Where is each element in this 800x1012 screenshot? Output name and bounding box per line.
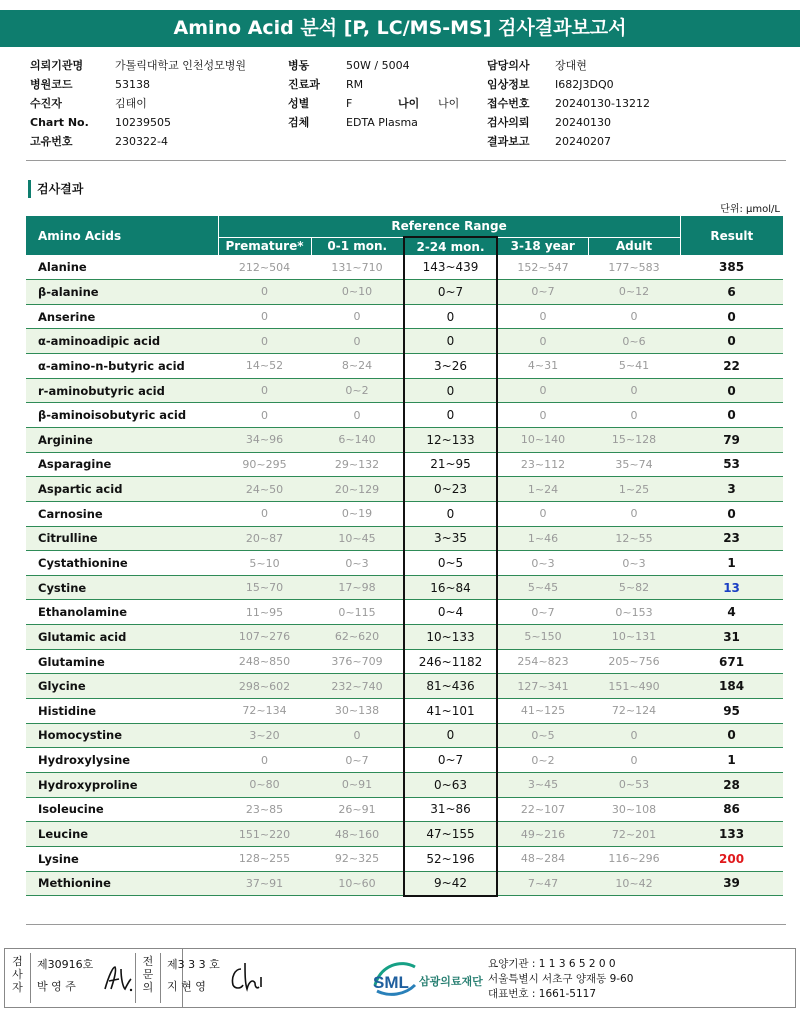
reference-range-cell: 128~255 — [218, 846, 311, 871]
amino-acid-name: Carnosine — [26, 501, 218, 526]
reference-range-cell: 17~98 — [311, 575, 404, 600]
amino-acid-name: Cystine — [26, 575, 218, 600]
reference-range-cell: 0~5 — [404, 551, 497, 576]
reference-range-cell: 151~490 — [588, 674, 680, 699]
reference-range-cell: 232~740 — [311, 674, 404, 699]
reference-range-cell: 30~138 — [311, 699, 404, 724]
reference-range-cell: 0~23 — [404, 477, 497, 502]
value-requesting-institution: 가톨릭대학교 인천성모병원 — [115, 59, 247, 72]
table-row — [26, 871, 783, 896]
reference-range-cell: 0~7 — [404, 280, 497, 305]
header-result: Result — [680, 216, 783, 255]
reference-range-cell: 0 — [218, 280, 311, 305]
reference-range-cell: 0 — [218, 403, 311, 428]
reference-range-cell: 0 — [497, 378, 588, 403]
amino-acid-name: Leucine — [26, 822, 218, 847]
result-value: 4 — [680, 600, 783, 625]
result-value: 3 — [680, 477, 783, 502]
reference-range-cell: 1~25 — [588, 477, 680, 502]
reference-range-cell: 1~46 — [497, 526, 588, 551]
value-ward: 50W / 5004 — [346, 59, 410, 72]
label-clinical-info: 임상정보 — [487, 78, 530, 91]
reference-range-cell: 0 — [404, 378, 497, 403]
label-age: 나이 — [398, 97, 420, 110]
table-row — [26, 723, 783, 748]
reference-range-cell: 246~1182 — [404, 649, 497, 674]
reference-range-cell: 0 — [311, 403, 404, 428]
signature-footer — [4, 948, 796, 1008]
reference-range-cell: 0 — [218, 748, 311, 773]
reference-range-cell: 177~583 — [588, 255, 680, 280]
label-ward: 병동 — [288, 59, 310, 72]
reference-range-cell: 0~10 — [311, 280, 404, 305]
amino-acid-name: Methionine — [26, 871, 218, 896]
amino-acid-name: Histidine — [26, 699, 218, 724]
reference-range-cell: 62~620 — [311, 625, 404, 650]
reference-range-cell: 16~84 — [404, 575, 497, 600]
reference-range-cell: 0~53 — [588, 772, 680, 797]
reference-range-cell: 52~196 — [404, 846, 497, 871]
reference-range-cell: 107~276 — [218, 625, 311, 650]
reference-range-cell: 90~295 — [218, 452, 311, 477]
info-col-3 — [487, 56, 650, 151]
info-col-2 — [288, 56, 459, 132]
result-value: 0 — [680, 403, 783, 428]
reference-range-cell: 29~132 — [311, 452, 404, 477]
reference-range-cell: 0 — [404, 403, 497, 428]
amino-acid-name: Hydroxylysine — [26, 748, 218, 773]
reference-range-cell: 72~124 — [588, 699, 680, 724]
reference-range-cell: 0~7 — [497, 600, 588, 625]
table-row — [26, 378, 783, 403]
reference-range-cell: 0~3 — [588, 551, 680, 576]
reference-range-cell: 41~101 — [404, 699, 497, 724]
label-report-date: 결과보고 — [487, 135, 530, 148]
value-physician: 장대현 — [555, 59, 587, 72]
reference-range-cell: 212~504 — [218, 255, 311, 280]
label-department: 진료과 — [288, 78, 320, 91]
reference-range-cell: 30~108 — [588, 797, 680, 822]
table-row — [26, 674, 783, 699]
reference-range-cell: 151~220 — [218, 822, 311, 847]
result-value: 53 — [680, 452, 783, 477]
label-unique-no: 고유번호 — [30, 135, 73, 148]
divider-bottom — [26, 924, 786, 925]
reference-range-cell: 248~850 — [218, 649, 311, 674]
result-value: 0 — [680, 723, 783, 748]
table-row — [26, 304, 783, 329]
table-row — [26, 600, 783, 625]
reference-range-cell: 152~547 — [497, 255, 588, 280]
reference-range-cell: 3~35 — [404, 526, 497, 551]
reference-range-cell: 14~52 — [218, 354, 311, 379]
reference-range-cell: 0~4 — [404, 600, 497, 625]
table-row — [26, 501, 783, 526]
reference-range-cell: 72~134 — [218, 699, 311, 724]
label-patient: 수진자 — [30, 97, 62, 110]
reference-range-cell: 0 — [311, 329, 404, 354]
reference-range-cell: 143~439 — [404, 255, 497, 280]
institution-address — [488, 957, 633, 1002]
signature-box-specialist — [135, 949, 275, 1007]
table-row — [26, 797, 783, 822]
value-chart-no: 10239505 — [115, 116, 171, 129]
reference-range-cell: 9~42 — [404, 871, 497, 896]
table-row — [26, 255, 783, 280]
reference-range-cell: 116~296 — [588, 846, 680, 871]
reference-range-cell: 41~125 — [497, 699, 588, 724]
label-physician: 담당의사 — [487, 59, 530, 72]
reference-range-cell: 0 — [588, 501, 680, 526]
amino-acid-name: r-aminobutyric acid — [26, 378, 218, 403]
reference-range-cell: 0~7 — [311, 748, 404, 773]
result-value: 23 — [680, 526, 783, 551]
result-value: 86 — [680, 797, 783, 822]
amino-acid-name: Hydroxyproline — [26, 772, 218, 797]
reference-range-cell: 48~284 — [497, 846, 588, 871]
reference-range-cell: 0 — [404, 723, 497, 748]
header-premature: Premature* — [218, 237, 311, 255]
label-request-date: 검사의뢰 — [487, 116, 530, 129]
label-requesting-institution: 의뢰기관명 — [30, 59, 84, 72]
result-value: 0 — [680, 378, 783, 403]
results-body — [26, 255, 783, 896]
reference-range-cell: 0 — [218, 304, 311, 329]
reference-range-cell: 0~91 — [311, 772, 404, 797]
examiner-license: 제30916호 — [37, 958, 94, 971]
amino-acid-name: Cystathionine — [26, 551, 218, 576]
reference-range-cell: 15~70 — [218, 575, 311, 600]
reference-range-cell: 5~10 — [218, 551, 311, 576]
info-col-1 — [30, 56, 246, 151]
specialist-label: 전문의 — [135, 953, 161, 1003]
result-value: 6 — [680, 280, 783, 305]
result-value: 184 — [680, 674, 783, 699]
examiner-label: 검사자 — [5, 953, 31, 1003]
amino-acid-name: Homocystine — [26, 723, 218, 748]
reference-range-cell: 0~7 — [404, 748, 497, 773]
reference-range-cell: 81~436 — [404, 674, 497, 699]
value-sex: F — [346, 97, 353, 110]
header-amino-acids: Amino Acids — [26, 216, 218, 255]
reference-range-cell: 20~87 — [218, 526, 311, 551]
reference-range-cell: 5~41 — [588, 354, 680, 379]
reference-range-cell: 254~823 — [497, 649, 588, 674]
table-row — [26, 452, 783, 477]
reference-range-cell: 23~112 — [497, 452, 588, 477]
institution-phone: 대표번호 : 1661-5117 — [488, 988, 597, 1000]
result-value: 0 — [680, 329, 783, 354]
reference-range-cell: 7~47 — [497, 871, 588, 896]
reference-range-cell: 24~50 — [218, 477, 311, 502]
table-row — [26, 772, 783, 797]
table-row — [26, 699, 783, 724]
table-row — [26, 526, 783, 551]
reference-range-cell: 376~709 — [311, 649, 404, 674]
institution-code: 요양기관 : 1 1 3 6 5 2 0 0 — [488, 958, 616, 970]
reference-range-cell: 0~3 — [311, 551, 404, 576]
reference-range-cell: 0 — [497, 501, 588, 526]
reference-range-cell: 35~74 — [588, 452, 680, 477]
result-value: 385 — [680, 255, 783, 280]
reference-range-cell: 0~80 — [218, 772, 311, 797]
reference-range-cell: 0 — [588, 403, 680, 428]
reference-range-cell: 0~12 — [588, 280, 680, 305]
reference-range-cell: 47~155 — [404, 822, 497, 847]
reference-range-cell: 0 — [218, 329, 311, 354]
table-row — [26, 403, 783, 428]
reference-range-cell: 3~26 — [404, 354, 497, 379]
reference-range-cell: 0 — [497, 304, 588, 329]
reference-range-cell: 0 — [588, 304, 680, 329]
reference-range-cell: 92~325 — [311, 846, 404, 871]
result-value: 31 — [680, 625, 783, 650]
reference-range-cell: 10~60 — [311, 871, 404, 896]
result-value: 22 — [680, 354, 783, 379]
reference-range-cell: 0 — [588, 748, 680, 773]
reference-range-cell: 31~86 — [404, 797, 497, 822]
reference-range-cell: 0 — [497, 329, 588, 354]
reference-range-cell: 48~160 — [311, 822, 404, 847]
header-0-1-mon: 0-1 mon. — [311, 237, 404, 255]
result-value: 0 — [680, 501, 783, 526]
amino-acid-name: Citrulline — [26, 526, 218, 551]
reference-range-cell: 12~133 — [404, 427, 497, 452]
table-row — [26, 625, 783, 650]
reference-range-cell: 0 — [218, 501, 311, 526]
amino-acid-name: Glutamic acid — [26, 625, 218, 650]
unit-label: 단위: μmol/L — [720, 204, 780, 215]
reference-range-cell: 0 — [497, 403, 588, 428]
value-clinical-info: I682J3DQ0 — [555, 78, 614, 91]
table-row — [26, 575, 783, 600]
reference-range-cell: 8~24 — [311, 354, 404, 379]
result-value: 79 — [680, 427, 783, 452]
reference-range-cell: 3~20 — [218, 723, 311, 748]
result-value: 1 — [680, 551, 783, 576]
amino-acid-name: Glycine — [26, 674, 218, 699]
institution-street: 서울특별시 서초구 양재동 9-60 — [488, 973, 634, 985]
reference-range-cell: 0~63 — [404, 772, 497, 797]
result-value: 13 — [680, 575, 783, 600]
reference-range-cell: 10~45 — [311, 526, 404, 551]
table-row — [26, 748, 783, 773]
patient-info — [0, 56, 800, 156]
value-hospital-code: 53138 — [115, 78, 150, 91]
table-row — [26, 329, 783, 354]
table-row — [26, 551, 783, 576]
reference-range-cell: 10~131 — [588, 625, 680, 650]
reference-range-cell: 6~140 — [311, 427, 404, 452]
value-age: 나이 — [438, 97, 460, 110]
report-title: Amino Acid 분석 [P, LC/MS-MS] 검사결과보고서 — [0, 10, 800, 47]
reference-range-cell: 20~129 — [311, 477, 404, 502]
reference-range-cell: 0 — [218, 378, 311, 403]
result-value: 200 — [680, 846, 783, 871]
reference-range-cell: 10~133 — [404, 625, 497, 650]
reference-range-cell: 12~55 — [588, 526, 680, 551]
value-patient: 김태이 — [115, 97, 147, 110]
reference-range-cell: 0~5 — [497, 723, 588, 748]
reference-range-cell: 26~91 — [311, 797, 404, 822]
examiner-name: 박 영 주 — [37, 980, 76, 993]
reference-range-cell: 0~153 — [588, 600, 680, 625]
table-row — [26, 846, 783, 871]
amino-acid-name: Asparagine — [26, 452, 218, 477]
reference-range-cell: 22~107 — [497, 797, 588, 822]
table-row — [26, 354, 783, 379]
label-chart-no: Chart No. — [30, 116, 89, 129]
value-request-date: 20240130 — [555, 116, 611, 129]
logo-org-text: 삼광의료재단 — [419, 975, 483, 988]
reference-range-cell: 0 — [404, 501, 497, 526]
reference-range-cell: 0 — [404, 304, 497, 329]
value-report-date: 20240207 — [555, 135, 611, 148]
header-3-18-year: 3-18 year — [497, 237, 588, 255]
reference-range-cell: 0 — [311, 304, 404, 329]
result-value: 1 — [680, 748, 783, 773]
reference-range-cell: 0 — [588, 723, 680, 748]
reference-range-cell: 0~115 — [311, 600, 404, 625]
specialist-license: 제3 3 3 호 — [167, 958, 220, 971]
reference-range-cell: 15~128 — [588, 427, 680, 452]
reference-range-cell: 34~96 — [218, 427, 311, 452]
amino-acid-name: Aspartic acid — [26, 477, 218, 502]
reference-range-cell: 5~150 — [497, 625, 588, 650]
section-title: 검사결과 — [28, 180, 83, 198]
amino-acid-name: Ethanolamine — [26, 600, 218, 625]
reference-range-cell: 131~710 — [311, 255, 404, 280]
reference-range-cell: 37~91 — [218, 871, 311, 896]
table-row — [26, 427, 783, 452]
specialist-signature — [227, 959, 267, 995]
reference-range-cell: 0~6 — [588, 329, 680, 354]
reference-range-cell: 0~3 — [497, 551, 588, 576]
amino-acid-name: Glutamine — [26, 649, 218, 674]
reference-range-cell: 5~82 — [588, 575, 680, 600]
table-row — [26, 649, 783, 674]
result-value: 28 — [680, 772, 783, 797]
reference-range-cell: 0~7 — [497, 280, 588, 305]
reference-range-cell: 0~19 — [311, 501, 404, 526]
result-value: 671 — [680, 649, 783, 674]
reference-range-cell: 0~2 — [497, 748, 588, 773]
reference-range-cell: 1~24 — [497, 477, 588, 502]
label-specimen: 검체 — [288, 116, 310, 129]
value-unique-no: 230322-4 — [115, 135, 168, 148]
logo-sml-text: SML — [373, 973, 409, 992]
table-row — [26, 822, 783, 847]
reference-range-cell: 23~85 — [218, 797, 311, 822]
result-value: 95 — [680, 699, 783, 724]
value-department: RM — [346, 78, 364, 91]
reference-range-cell: 72~201 — [588, 822, 680, 847]
examiner-signature — [101, 961, 135, 995]
specialist-name: 지 현 영 — [167, 980, 206, 993]
amino-acid-name: α-aminoadipic acid — [26, 329, 218, 354]
reference-range-cell: 0 — [588, 378, 680, 403]
amino-acid-name: β-aminoisobutyric acid — [26, 403, 218, 428]
reference-range-cell: 21~95 — [404, 452, 497, 477]
result-value: 133 — [680, 822, 783, 847]
results-table — [26, 216, 783, 897]
reference-range-cell: 4~31 — [497, 354, 588, 379]
header-2-24-mon: 2-24 mon. — [404, 237, 497, 255]
reference-range-cell: 0 — [311, 723, 404, 748]
amino-acid-name: α-amino-n-butyric acid — [26, 354, 218, 379]
label-receipt-no: 접수번호 — [487, 97, 530, 110]
reference-range-cell: 10~42 — [588, 871, 680, 896]
reference-range-cell: 205~756 — [588, 649, 680, 674]
reference-range-cell: 11~95 — [218, 600, 311, 625]
result-value: 0 — [680, 304, 783, 329]
reference-range-cell: 5~45 — [497, 575, 588, 600]
value-receipt-no: 20240130-13212 — [555, 97, 650, 110]
header-reference-range: Reference Range — [218, 216, 680, 237]
amino-acid-name: Lysine — [26, 846, 218, 871]
reference-range-cell: 298~602 — [218, 674, 311, 699]
reference-range-cell: 127~341 — [497, 674, 588, 699]
amino-acid-name: β-alanine — [26, 280, 218, 305]
reference-range-cell: 0~2 — [311, 378, 404, 403]
label-hospital-code: 병원코드 — [30, 78, 73, 91]
reference-range-cell: 49~216 — [497, 822, 588, 847]
amino-acid-name: Isoleucine — [26, 797, 218, 822]
reference-range-cell: 3~45 — [497, 772, 588, 797]
result-value: 39 — [680, 871, 783, 896]
reference-range-cell: 0 — [404, 329, 497, 354]
header-adult: Adult — [588, 237, 680, 255]
reference-range-cell: 10~140 — [497, 427, 588, 452]
value-specimen: EDTA Plasma — [346, 116, 418, 129]
table-row — [26, 280, 783, 305]
label-sex: 성별 — [288, 97, 310, 110]
amino-acid-name: Arginine — [26, 427, 218, 452]
divider-top — [26, 160, 786, 161]
amino-acid-name: Alanine — [26, 255, 218, 280]
table-row — [26, 477, 783, 502]
amino-acid-name: Anserine — [26, 304, 218, 329]
